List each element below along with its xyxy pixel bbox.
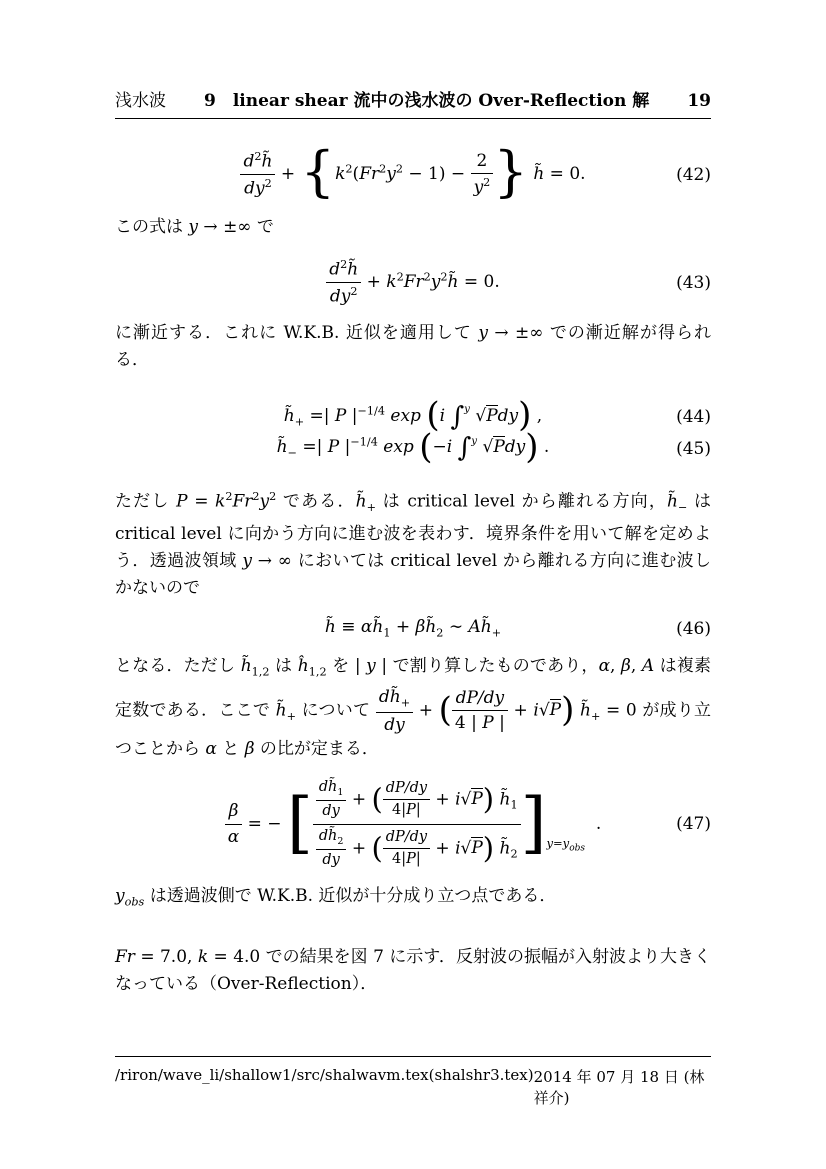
equation-44-number: (44) xyxy=(676,406,711,427)
equation-45-number: (45) xyxy=(676,438,711,459)
equation-46-body: h̃ ≡ $\alpha h̃_1$ + $\beta h̃_2$ ∼ $Ah̃_+$ xyxy=(324,617,502,640)
equation-42 xyxy=(115,140,711,204)
header-section-title: 9 linear shear 流中の浅水波の Over-Reflection 解 xyxy=(204,91,650,111)
paragraph-6: Fr = 7.0, k = 4.0 での結果を図 7 に示す．反射波の振幅が入射波より大きくなっている（Over-Reflection）． xyxy=(115,946,711,994)
equation-46 xyxy=(115,616,711,641)
equation-43 xyxy=(115,257,711,308)
paragraph-4: となる．ただし $h̃_{1,2}$ は $ĥ_{1,2}$ を | y | で割り算したものであり，α, β, A は複素定数である．ここで $h̃_+$ について $\frac{dh̃_+}{dy}$ + ( $\frac{dP/dy}{4 | P |}$ + i√P) $h̃_+ = 0$ が成り立つことから α と β の比が定まる． xyxy=(115,656,712,760)
equation-42-number: (42) xyxy=(676,164,711,185)
equation-44 xyxy=(115,394,711,435)
paragraph-3: ただし $P = k^2Fr^2y^2$ である．$h̃_+$ は critical level から離れる方向，$h̃_-$ は critical level に向かう方向に進む波を表わす．境界条件を用いて解を定めよう．透過波領域 y → ∞ においては critical level から離れる方向に進む波しかないので xyxy=(115,490,712,599)
equation-47-body: $\frac{\beta}{\alpha}$ = − [ $\frac{dh̃_1}{dy}$ + ( $\frac{dP/dy}{4|P|}$ + i√P) $h̃_1$ $\frac{dh̃_2}{dy}$ + ( $\frac{dP/dy}{4|P|}$ + i√P) $h̃_2$ ]$_{y=y_{obs}}$ . xyxy=(225,814,601,834)
equation-45-body: $h̃_-$ =| P $|^{-1/4}$ exp (−i ∫$^y$ √Pdy) . xyxy=(276,426,550,467)
equation-43-body: $\frac{d^2h̃}{dy^2}$ + $k^2Fr^2y^2h̃ = 0$. xyxy=(326,272,500,292)
page-header xyxy=(115,86,711,119)
paragraph-1: この式は y → ±∞ で xyxy=(115,217,274,238)
footer-file-path: /riron/wave_li/shallow1/src/shalwavm.tex(shalshr3.tex) xyxy=(115,1066,534,1084)
equation-46-number: (46) xyxy=(676,618,711,639)
header-page-number: 19 xyxy=(687,91,711,111)
equation-44-body: $h̃_+$ =| P $|^{-1/4}$ exp (i ∫$^y$ √Pdy) , xyxy=(283,394,543,435)
page-footer xyxy=(115,1056,711,1108)
header-running-title: 浅水波 xyxy=(115,91,166,111)
paragraph-5: $y_{obs}$ は透過波側で W.K.B. 近似が十分成り立つ点である． xyxy=(115,886,557,909)
equation-42-body: $\frac{d^2h̃}{dy^2}$ + {$k^2(Fr^2y^2 - 1)$ − $\frac{2}{y^2}$ } h̃ = 0. xyxy=(240,164,585,184)
paragraph-2: に漸近する．これに W.K.B. 近似を適用して y → ±∞ での漸近解が得られる． xyxy=(115,323,711,371)
equation-47-number: (47) xyxy=(676,814,711,835)
footer-date-author: 2014 年 07 月 18 日 (林 祥介) xyxy=(533,1068,705,1107)
equation-43-number: (43) xyxy=(676,272,711,293)
content-column xyxy=(115,0,711,998)
equation-47 xyxy=(115,777,711,871)
equation-45 xyxy=(115,426,711,467)
